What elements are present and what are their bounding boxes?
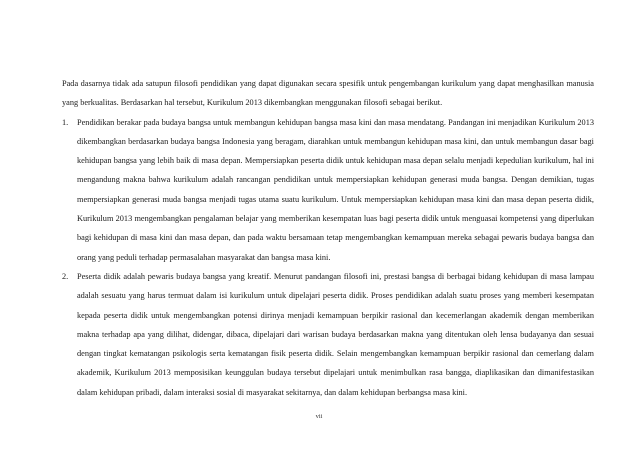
list-item-text: Pendidikan berakar pada budaya bangsa untuk membangun kehidupan bangsa masa kini dan masa mendatang. Pandangan ini menjadikan Kurikulum 2013 dikembangkan berdasarkan budaya bangsa Indonesia yang beragam, diarahkan untuk membangun kehidupan masa kini, dan untuk membangun dasar bagi kehidupan bangsa yang lebih baik di masa depan. Mempersiapkan peserta didik untuk kehidupan masa depan selalu menjadi kepedulian kurikulum, hal ini mengandung makna bahwa kurikulum adalah rancangan pendidikan untuk mempersiapkan kehidupan generasi muda bangsa. Dengan demikian, tugas mempersiapkan generasi muda bangsa menjadi tugas utama suatu kurikulum. Untuk mempersiapkan kehidupan masa kini dan masa depan peserta didik, Kurikulum 2013 mengembangkan pengalaman belajar yang memberikan kesempatan luas bagi peserta didik untuk menguasai kompetensi yang diperlukan bagi kehidupan di masa kini dan masa depan, dan pada waktu bersamaan tetap mengembangkan kemampuan mereka sebagai pewaris budaya bangsa dan orang yang peduli terhadap permasalahan masyarakat dan bangsa masa kini.	[77, 117, 594, 262]
page-number: vii	[315, 413, 323, 420]
philosophy-list	[62, 113, 594, 402]
intro-paragraph: Pada dasarnya tidak ada satupun filosofi pendidikan yang dapat digunakan secara spesifik untuk pengembangan kurikulum yang dapat menghasilkan manusia yang berkualitas. Berdasarkan hal tersebut, Kurikulum 2013 dikembangkan menggunakan filosofi sebagai berikut.	[62, 79, 594, 108]
list-item-number: 2.	[62, 271, 69, 281]
list-item	[62, 267, 594, 402]
list-item-number: 1.	[62, 117, 69, 127]
list-item-text: Peserta didik adalah pewaris budaya bangsa yang kreatif. Menurut pandangan filosofi ini, prestasi bangsa di berbagai bidang kehidupan di masa lampau adalah sesuatu yang harus termuat dalam isi kurikulum untuk dipelajari peserta didik. Proses pendidikan adalah suatu proses yang memberi kesempatan kepada peserta didik untuk mengembangkan potensi dirinya menjadi kemampuan berpikir rasional dan kecemerlangan akademik dengan memberikan makna terhadap apa yang dilihat, didengar, dibaca, dipelajari dari warisan budaya berdasarkan makna yang ditentukan oleh lensa budayanya dan sesuai dengan tingkat kematangan psikologis serta kematangan fisik peserta didik. Selain mengembangkan kemampuan berpikir rasional dan cemerlang dalam akademik, Kurikulum 2013 memposisikan keunggulan budaya tersebut dipelajari untuk menimbulkan rasa bangga, diaplikasikan dan dimanifestasikan dalam kehidupan pribadi, dalam interaksi sosial di masyarakat sekitarnya, dan dalam kehidupan berbangsa masa kini.	[77, 271, 594, 397]
list-item	[62, 113, 594, 267]
document-body	[62, 74, 594, 402]
